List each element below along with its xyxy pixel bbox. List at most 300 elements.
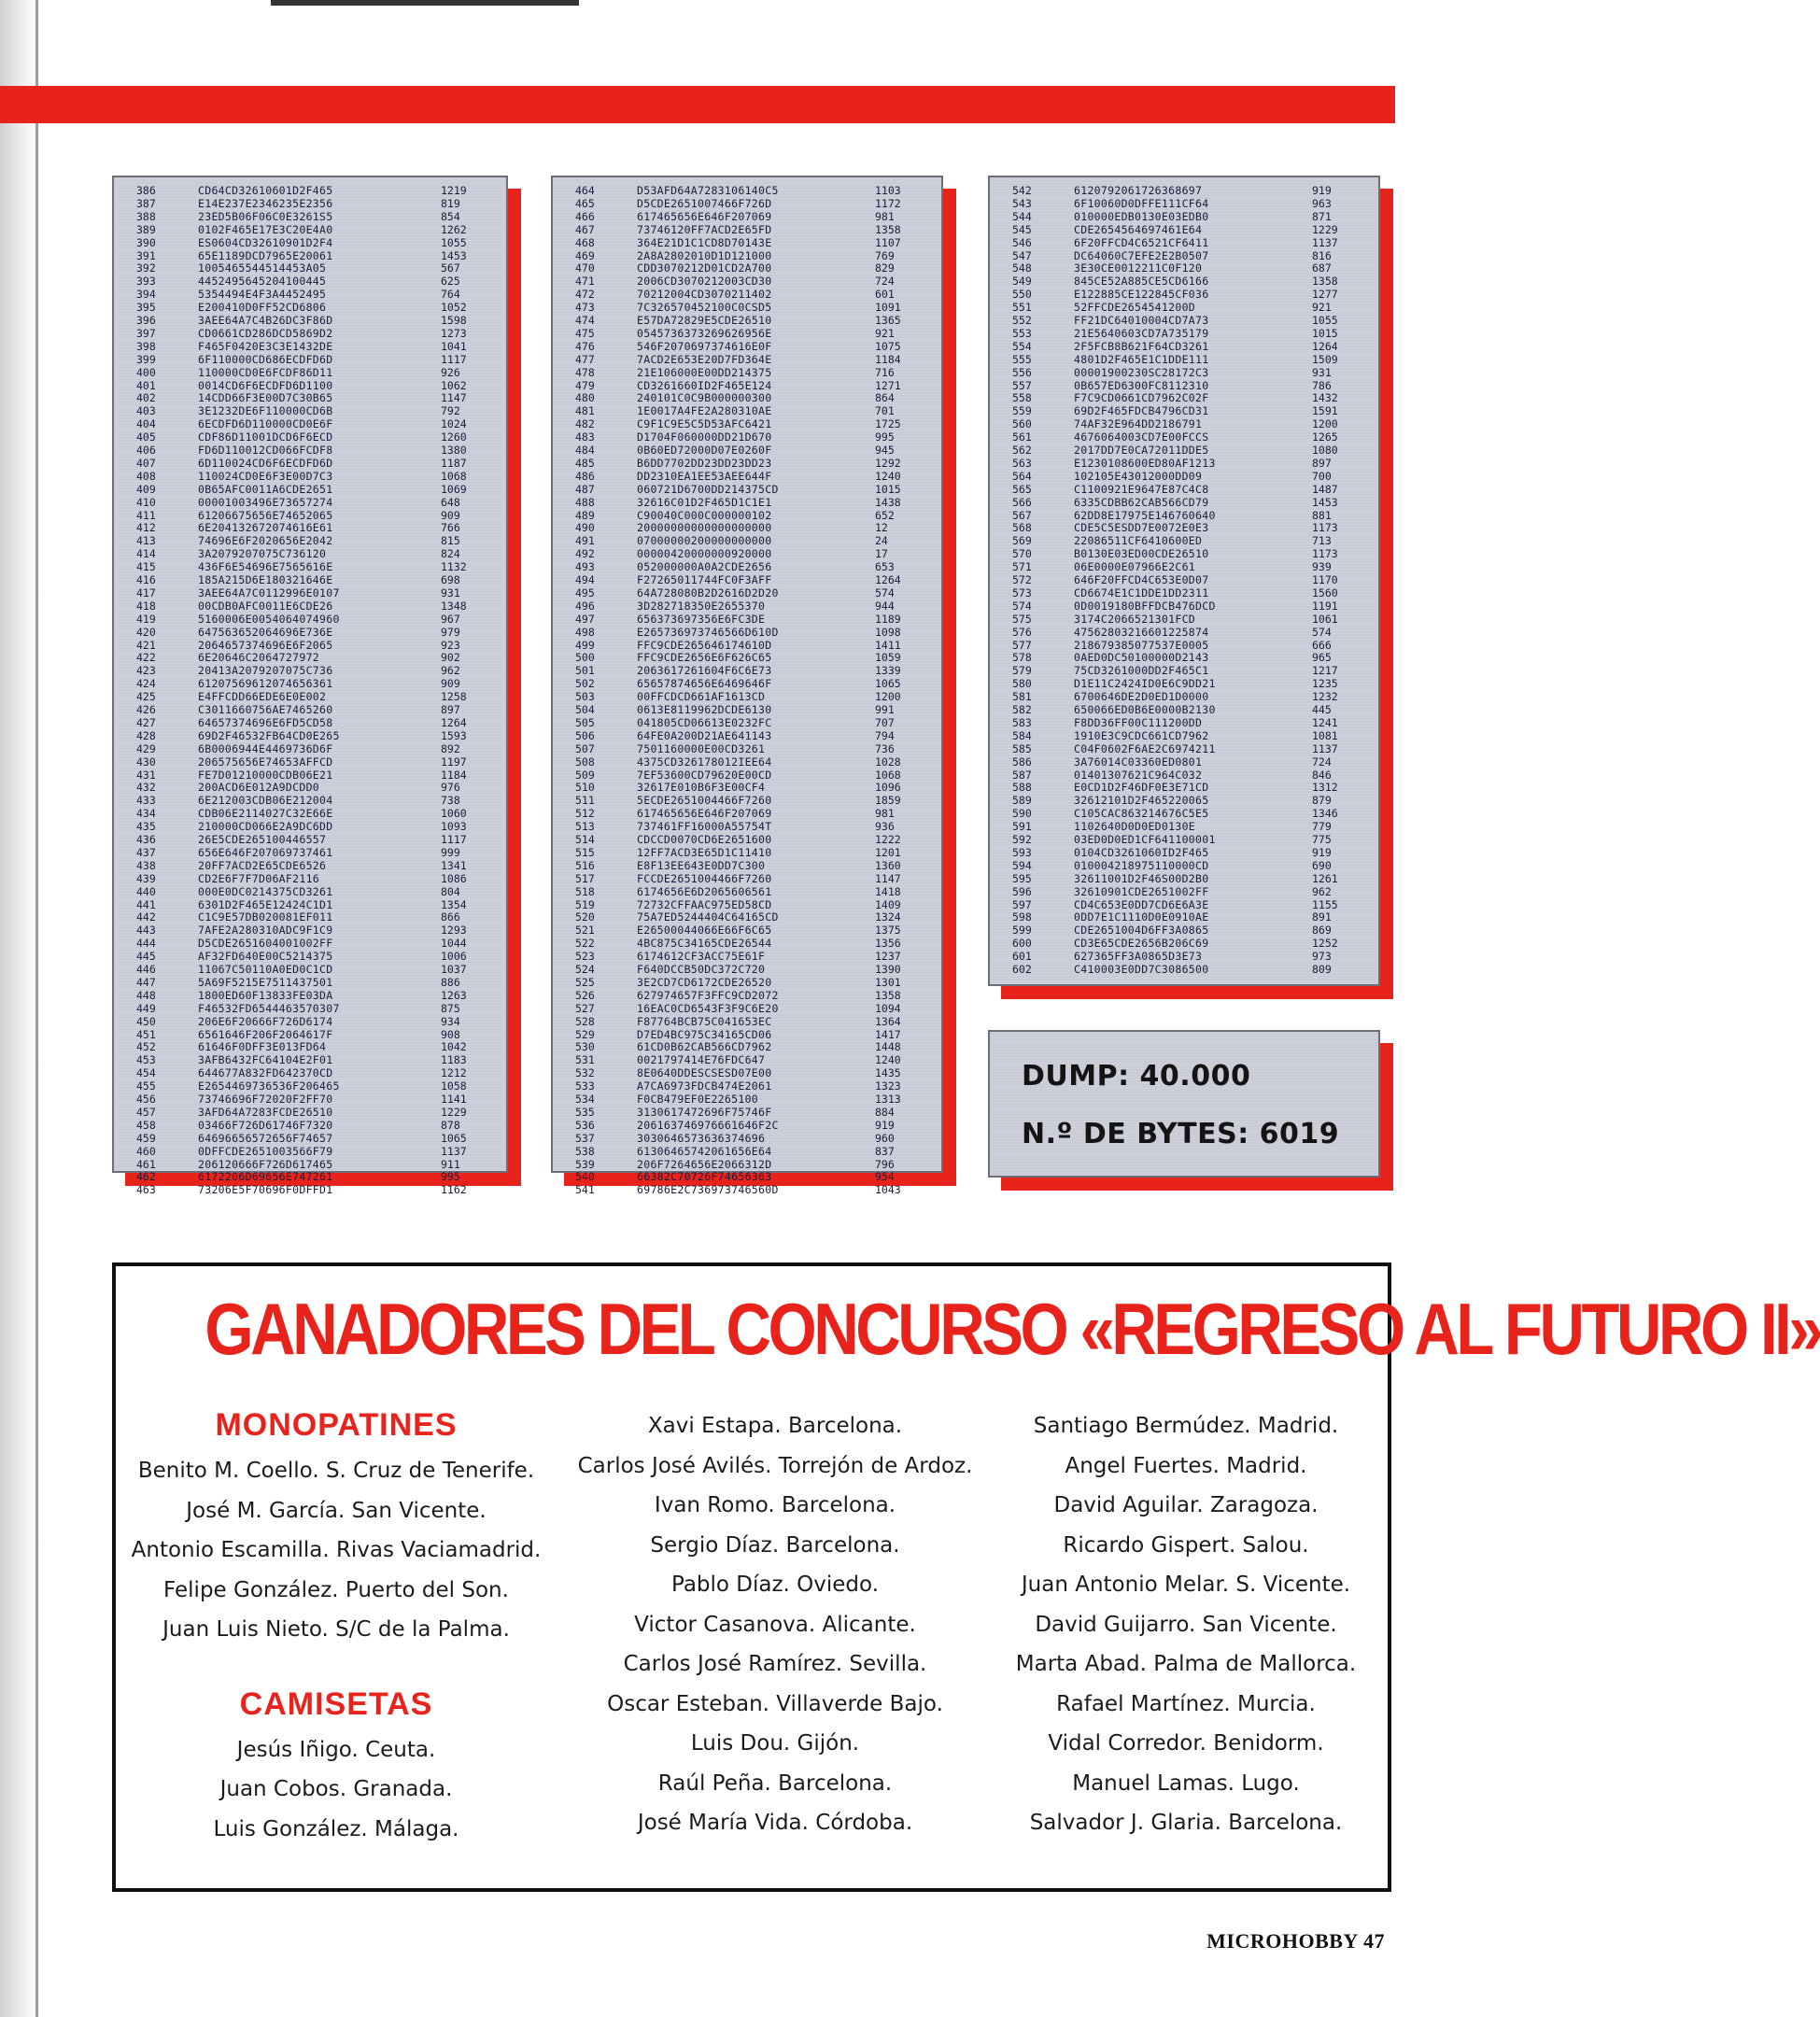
hex-data: 74AF32E964DD2186791 [1074,417,1203,431]
line-number: 442 [136,910,156,924]
dump-row [553,354,941,367]
line-number: 456 [136,1093,156,1106]
checksum: 1509 [1312,352,1338,366]
checksum: 995 [441,1170,460,1184]
line-number: 473 [575,301,595,315]
checksum: 1375 [875,924,901,938]
hex-data: 6E212003CDB06E212004 [198,794,333,808]
hex-data: 01401307621C964C032 [1074,768,1203,782]
hex-data: 69D2F46532FB64CD0E265 [198,728,340,742]
hex-data: 6D110024CD6F6ECDFD6D [198,456,333,470]
line-number: 427 [136,715,156,729]
hex-data: E4FFCDD66EDE6E0E002 [198,690,327,704]
dump-row [114,1133,506,1146]
dump-row [114,431,506,444]
dump-row [990,275,1378,289]
dump-row [553,1146,941,1159]
checksum: 1435 [875,1066,901,1080]
dump-row [114,418,506,431]
checksum: 1068 [875,768,901,782]
hex-data: 6120792061726368697 [1074,184,1203,197]
checksum: 701 [875,404,895,418]
checksum: 1341 [441,858,467,872]
dump-row [553,392,941,405]
dump-row [553,1120,941,1133]
line-number: 413 [136,534,156,548]
checksum: 945 [875,444,895,457]
hex-data: 3AFD64A7283FCDE26510 [198,1105,333,1119]
line-number: 420 [136,625,156,639]
line-number: 492 [575,547,595,561]
hex-data: 3A76014C03360ED0801 [1074,755,1203,769]
dump-row [990,782,1378,795]
line-number: 464 [575,184,595,197]
line-number: 503 [575,690,595,704]
checksum: 962 [1312,884,1332,898]
hex-data: E26500044066E66F6C65 [637,924,772,938]
checksum: 995 [875,430,895,444]
bytes-count: N.º DE BYTES: 6019 [1022,1118,1340,1150]
hex-data: CDF86D11001DCD6F6ECD [198,430,333,444]
dump-row [990,886,1378,899]
line-number: 598 [1012,910,1032,924]
hex-data: FD6D110012CD066FCDF8 [198,444,333,457]
hex-data: 1102640D0D0ED0130E [1074,820,1196,834]
line-number: 508 [575,755,595,769]
line-number: 439 [136,871,156,885]
checksum: 1235 [1312,677,1338,691]
line-number: 502 [575,677,595,691]
checksum: 1312 [1312,781,1338,795]
checksum: 1262 [441,222,467,236]
hex-rows [114,177,506,1197]
checksum: 12 [875,521,888,535]
checksum: 24 [875,534,888,548]
hex-data: 3AEE64A7C4B26DC3F86D [198,314,333,327]
line-number: 562 [1012,444,1032,457]
dump-row [114,302,506,315]
winner-entry: Oscar Esteban. Villaverde Bajo. [607,1691,943,1716]
dump-row [990,497,1378,510]
checksum: 934 [441,1014,460,1028]
hex-data: 61CD0B62CAB566CD7962 [637,1040,772,1054]
line-number: 512 [575,807,595,821]
line-number: 403 [136,404,156,418]
checksum: 919 [1312,184,1332,197]
dump-row [114,185,506,198]
checksum: 866 [441,910,460,924]
winner-entry: Antonio Escamilla. Rivas Vaciamadrid. [131,1538,542,1562]
hex-data: 737461FF16000A55754T [637,820,772,834]
dump-row [114,808,506,821]
dump-row [553,964,941,977]
checksum: 1098 [875,625,901,639]
checksum: 1015 [875,482,901,496]
checksum: 1260 [441,430,467,444]
hex-data: 00FFCDCD661AF1613CD [637,690,766,704]
checksum: 991 [875,703,895,716]
dump-row [114,367,506,380]
dump-row [553,743,941,756]
dump-row [553,405,941,418]
checksum: 1390 [875,963,901,976]
dump-row [553,341,941,354]
winner-entry: Carlos José Avilés. Torrejón de Ardoz. [577,1453,973,1478]
hex-data: 6174612CF3ACC75E61F [637,950,766,964]
hex-data: 2A8A2802010D1D121000 [637,248,772,262]
dump-row [114,600,506,614]
hex-data: 16EAC0CD6543F3F9C6E20 [637,1001,779,1015]
checksum: 973 [1312,950,1332,964]
hex-data: F640DCCB50DC372C720 [637,963,766,976]
dump-row [553,561,941,574]
checksum: 884 [875,1105,895,1119]
line-number: 487 [575,482,595,496]
winners-list-2 [570,1406,981,1843]
line-number: 450 [136,1014,156,1028]
dump-row [114,484,506,497]
dump-row [553,691,941,704]
dump-row [114,1120,506,1133]
dump-row [990,717,1378,730]
line-number: 528 [575,1014,595,1028]
hex-data: C1100921E9647E87C4C8 [1074,482,1209,496]
line-number: 539 [575,1157,595,1171]
hex-data: 3130617472696F75746F [637,1105,772,1119]
line-number: 530 [575,1040,595,1054]
hex-data: 5A69F5215E7511437501 [198,975,333,989]
red-header-bar [0,86,1395,123]
winner-entry: Jesús Iñigo. Ceuta. [236,1737,436,1762]
line-number: 549 [1012,275,1032,289]
dump-row [114,497,506,510]
hex-data: E57DA72829E5CDE26510 [637,314,772,327]
checksum: 625 [441,275,460,289]
dump-row [990,743,1378,756]
checksum: 769 [875,248,895,262]
winners-column-1 [131,1399,542,1849]
hex-data: 69D2F465FDCB4796CD31 [1074,404,1209,418]
line-number: 461 [136,1157,156,1171]
line-number: 400 [136,365,156,379]
line-number: 402 [136,391,156,405]
dump-row [114,237,506,250]
hex-data: 12FF7ACD3E65D1C11410 [637,845,772,859]
line-number: 504 [575,703,595,716]
checksum: 1189 [875,612,901,626]
hex-data: CD4C653E0DD7CD6E6A3E [1074,897,1209,911]
checksum: 891 [1312,910,1332,924]
checksum: 1173 [1312,521,1338,535]
checksum: 1593 [441,728,467,742]
dump-row [990,614,1378,627]
hex-data: 20FF7ACD2E65CDE6526 [198,858,327,872]
dump-row [990,652,1378,665]
checksum: 919 [1312,845,1332,859]
winner-entry: David Aguilar. Zaragoza. [1053,1493,1319,1517]
dump-row [114,730,506,743]
checksum: 666 [1312,638,1332,652]
dump-row [553,471,941,484]
checksum: 1081 [1312,728,1338,742]
line-number: 406 [136,444,156,457]
hex-data: 3174C2066521301FCD [1074,612,1196,626]
checksum: 1241 [1312,715,1338,729]
winners-title: GANADORES DEL CONCURSO «REGRESO AL FUTURO II» [205,1288,1820,1370]
line-number: 527 [575,1001,595,1015]
checksum: 445 [1312,703,1332,716]
checksum: 999 [441,845,460,859]
hex-data: 646F20FFCD4C653E0D07 [1074,573,1209,586]
hex-data: 6700646DE2D0ED1D0000 [1074,690,1209,704]
line-number: 506 [575,728,595,742]
dump-row [990,535,1378,548]
checksum: 829 [875,261,895,275]
line-number: 563 [1012,456,1032,470]
checksum: 1324 [875,910,901,924]
line-number: 397 [136,326,156,340]
checksum: 567 [441,261,460,275]
hex-data: DD2310EA1EE53AEE644F [637,469,772,483]
line-number: 546 [1012,235,1032,249]
line-number: 578 [1012,651,1032,665]
checksum: 1364 [875,1014,901,1028]
dump-row [990,380,1378,393]
checksum: 1417 [875,1027,901,1041]
checksum: 1200 [875,690,901,704]
line-number: 411 [136,508,156,522]
checksum: 738 [441,794,460,808]
hex-data: 546F2070697374616E0F [637,339,772,353]
dump-row [553,224,941,237]
line-number: 412 [136,521,156,535]
checksum: 1358 [875,222,901,236]
dump-row [114,640,506,653]
dump-row [990,185,1378,198]
hex-data: CD6674E1C1DDE1DD2311 [1074,585,1209,599]
line-number: 513 [575,820,595,834]
hex-data: C3011660756AE7465260 [198,703,333,716]
hex-data: 200ACD6E012A9DCDD0 [198,781,320,795]
hex-data: F7C9CD0661CD7962C02F [1074,391,1209,405]
line-number: 469 [575,248,595,262]
hex-data: 1005465544514453A05 [198,261,327,275]
checksum: 1293 [441,924,467,938]
checksum: 713 [1312,534,1332,548]
line-number: 552 [1012,314,1032,327]
line-number: 591 [1012,820,1032,834]
line-number: 565 [1012,482,1032,496]
dump-row [990,548,1378,561]
dump-row [114,328,506,341]
dump-row [114,1041,506,1054]
hex-data: 64696656572656F74657 [198,1131,333,1145]
line-number: 460 [136,1144,156,1158]
line-number: 535 [575,1105,595,1119]
line-number: 471 [575,275,595,289]
hex-data: 32612101D2F465220065 [1074,794,1209,808]
dump-row [990,730,1378,743]
hex-data: 7ACD2E653E20D7FD364E [637,352,772,366]
hex-data: 060721D6700DD214375CD [637,482,779,496]
line-number: 548 [1012,261,1032,275]
dump-row [553,431,941,444]
dump-row [114,262,506,275]
checksum: 979 [441,625,460,639]
line-number: 485 [575,456,595,470]
line-number: 509 [575,768,595,782]
checksum: 1042 [441,1040,467,1054]
dump-row [553,640,941,653]
line-number: 557 [1012,378,1032,392]
checksum: 936 [875,820,895,834]
line-number: 465 [575,196,595,210]
dump-row [553,535,941,548]
line-number: 559 [1012,404,1032,418]
checksum: 1172 [875,196,901,210]
line-number: 479 [575,378,595,392]
line-number: 529 [575,1027,595,1041]
checksum: 1229 [1312,222,1338,236]
hex-data: 64A728080B2D2616D2D20 [637,585,779,599]
checksum: 939 [1312,560,1332,574]
checksum: 1028 [875,755,901,769]
hex-data: F0CB479EF0E2265100 [637,1093,759,1106]
dump-row [553,938,941,951]
hex-data: 47562803216601225874 [1074,625,1209,639]
checksum: 931 [1312,365,1332,379]
dump-row [553,730,941,743]
dump-row [553,548,941,561]
line-number: 511 [575,794,595,808]
checksum: 976 [441,781,460,795]
line-number: 542 [1012,184,1032,197]
hex-data: 5354494E4F3A4452495 [198,288,327,302]
dump-row [553,367,941,380]
hex-data: CDE5C5ESDD7E0072E0E3 [1074,521,1209,535]
checksum: 921 [875,326,895,340]
dump-row [990,341,1378,354]
hex-data: 2F5FCB8B621F64CD3261 [1074,339,1209,353]
winner-entry: Luis Dou. Gijón. [690,1731,860,1756]
hex-data: 14CDD66F3E00D7C30B65 [198,391,333,405]
checksum: 878 [441,1118,460,1132]
dump-row [990,328,1378,341]
line-number: 582 [1012,703,1032,716]
hex-rows [990,177,1378,984]
line-number: 545 [1012,222,1032,236]
hex-data: 32610901CDE2651002FF [1074,884,1209,898]
hex-data: CDD3070212D01CD2A700 [637,261,772,275]
line-number: 519 [575,897,595,911]
checksum: 1173 [1312,547,1338,561]
checksum: 1024 [441,417,467,431]
hex-data: FCCDE2651004466F7260 [637,871,772,885]
dump-row [114,860,506,873]
hex-data: 0B60ED72000D07E0260F [637,444,772,457]
hex-data: 206163746976661646F2C [637,1118,779,1132]
dump-row [114,911,506,924]
dump-row [553,484,941,497]
dump-row [114,924,506,938]
checksum: 1348 [441,599,467,613]
winner-entry: Pablo Díaz. Oviedo. [670,1573,880,1597]
hex-data: 62DD8E17975E146760640 [1074,508,1216,522]
line-number: 414 [136,547,156,561]
line-number: 601 [1012,950,1032,964]
line-number: 421 [136,638,156,652]
dump-row [114,899,506,912]
checksum: 1147 [441,391,467,405]
dump-row [114,938,506,951]
line-number: 476 [575,339,595,353]
dump-row [990,808,1378,821]
line-number: 459 [136,1131,156,1145]
checksum: 819 [441,196,460,210]
line-number: 451 [136,1027,156,1041]
checksum: 1065 [441,1131,467,1145]
hex-data: D53AFD64A7283106140C5 [637,184,779,197]
line-number: 394 [136,288,156,302]
line-number: 533 [575,1079,595,1093]
hex-data: 6F110000CD686ECDFD6D [198,352,333,366]
line-number: 518 [575,884,595,898]
dump-row [553,211,941,224]
line-number: 433 [136,794,156,808]
line-number: 415 [136,560,156,574]
dump-row [553,769,941,783]
hex-data: 21E106000E00DD214375 [637,365,772,379]
dump-row [990,769,1378,783]
line-number: 388 [136,209,156,223]
dump-row [553,1016,941,1029]
checksum: 1059 [875,651,901,665]
line-number: 447 [136,975,156,989]
checksum: 1170 [1312,573,1338,586]
dump-row [990,289,1378,302]
line-number: 422 [136,651,156,665]
hex-data: 0545736373269626956E [637,326,772,340]
dump-row [114,1093,506,1107]
line-number: 434 [136,807,156,821]
hex-data: 6F10060D0DFFE111CF64 [1074,196,1209,210]
checksum: 1103 [875,184,901,197]
checksum: 1358 [875,988,901,1002]
dump-row [990,911,1378,924]
hex-data: 73746120FF7ACD2E65FD [637,222,772,236]
dump-row [990,847,1378,860]
line-number: 522 [575,937,595,951]
line-number: 586 [1012,755,1032,769]
line-number: 534 [575,1093,595,1106]
line-number: 497 [575,612,595,626]
panel-face [988,1030,1380,1178]
dump-row [553,756,941,769]
hex-data: 0014CD6F6ECDFD6D1100 [198,378,333,392]
dump-row [990,458,1378,471]
checksum: 1323 [875,1079,901,1093]
hex-data: 20000000000000000000 [637,521,772,535]
checksum: 1313 [875,1093,901,1106]
hex-data: CD0661CD286DCD5869D2 [198,326,333,340]
checksum: 1264 [1312,339,1338,353]
hex-data: 644677A832FD642370CD [198,1066,333,1080]
line-number: 423 [136,664,156,678]
dump-row [990,198,1378,211]
hex-data: E122885CE122845CF036 [1074,288,1209,302]
line-number: 599 [1012,924,1032,938]
line-number: 602 [1012,963,1032,976]
